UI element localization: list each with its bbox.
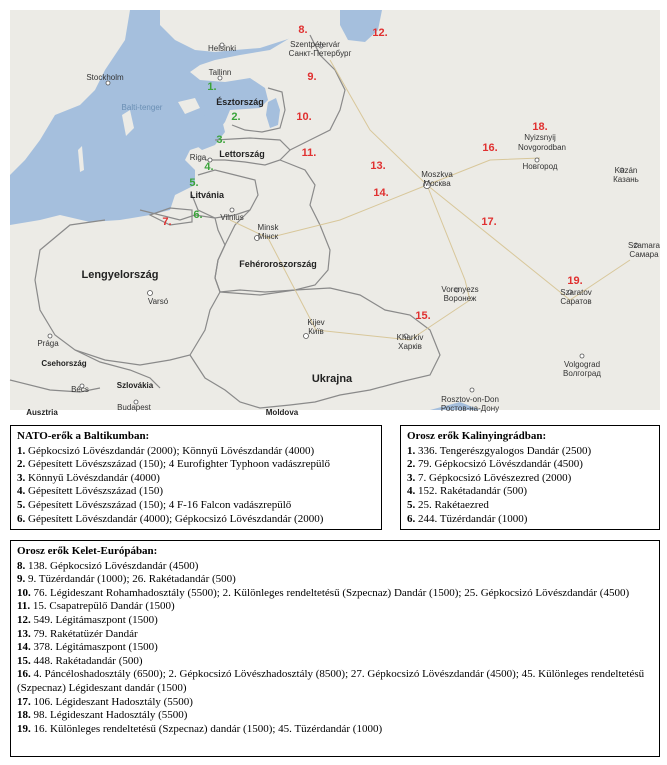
map-label-lettorszag: Lettország (219, 149, 265, 159)
kaliningrad-item-number: 4. (407, 485, 416, 498)
map-label-szamara2: Самара (629, 250, 659, 259)
nato-item (17, 445, 375, 459)
east-item-text: 4. Páncéloshadosztály (6500); 2. Gépkocsizó Lövészhadosztály (8500); 27. Gépkocsizó Lövészdandár (4500); 45. Különleges rendeltetésű (Szpecnaz) Légideszant dandár (1500) (17, 668, 645, 694)
nato-item (17, 499, 375, 513)
kaliningrad-item (407, 513, 653, 527)
east-item-number: 19. (17, 722, 31, 735)
map-marker-10: 10. (296, 111, 312, 123)
nato-item-text: Könnyű Lövészdandár (4000) (25, 471, 160, 484)
map-label-nyizsnyij: Nyizsnyij (524, 133, 556, 142)
nato-forces-title: NATO-erők a Baltikumban: (17, 430, 150, 442)
map-label-csehorszag: Csehország (41, 359, 87, 368)
map-label-riga: Riga (189, 153, 207, 162)
nato-item-text: Gépesített Lövészdandár (4000); Gépkocsizó Lövészdandár (2000) (25, 512, 324, 525)
kaliningrad-item-number: 3. (407, 471, 416, 484)
kaliningrad-item-number: 6. (407, 512, 416, 525)
kaliningrad-item (407, 445, 653, 459)
east-item-number: 15. (17, 654, 31, 667)
map-marker-17: 17. (481, 216, 497, 228)
map-label-vilnius: Vilnius (220, 213, 244, 222)
map-label-minsk2: Мінск (257, 232, 279, 241)
kaliningrad-item (407, 458, 653, 472)
east-item-number: 18. (17, 709, 31, 722)
kaliningrad-item-text: 7. Gépkocsizó Lövészezred (2000) (415, 471, 572, 484)
map-label-kharkiv2: Харків (398, 342, 422, 351)
east-item-text: 16. Különleges rendeltetésű (Szpecnaz) dandár (1500); 45. Tüzérdandár (1000) (30, 722, 383, 735)
map-marker-5: 5. (189, 177, 199, 189)
east-item-number: 10. (17, 586, 31, 599)
map-marker-1: 1. (207, 81, 217, 93)
kaliningrad-item-number: 1. (407, 444, 416, 457)
map-marker-15: 15. (415, 310, 431, 322)
kaliningrad-item (407, 499, 653, 513)
east-item (17, 560, 653, 574)
map-label-varso: Varsó (147, 297, 169, 306)
map-label-praga: Prága (37, 339, 59, 348)
east-item-number: 17. (17, 695, 31, 708)
nato-forces-panel (10, 425, 382, 530)
map-label-tallinn: Tallinn (208, 68, 232, 77)
east-item (17, 723, 653, 737)
map-marker-11: 11. (301, 147, 317, 159)
map-marker-8: 8. (298, 24, 308, 36)
map-marker-3: 3. (216, 134, 226, 146)
map-label-helsinki: Helsinki (207, 44, 237, 53)
nato-item-text: Gépesített Lövészszázad (150) (25, 485, 163, 498)
map-marker-13: 13. (370, 160, 386, 172)
map-marker-7: 7. (162, 216, 172, 228)
east-item-number: 16. (17, 668, 31, 681)
map-label-kazan: Kazán (614, 166, 638, 175)
map-label-szamara: Szamara (627, 241, 661, 250)
nato-item-text: Gépesített Lövészszázad (150); 4 Eurofighter Typhoon vadászrepülő (25, 458, 331, 471)
nato-forces-list (17, 445, 375, 527)
map-label-novgorod2: Новгород (522, 162, 558, 171)
east-item (17, 614, 653, 628)
kaliningrad-item-text: 25. Rakétaezred (415, 498, 489, 511)
east-item-number: 11. (17, 600, 31, 613)
east-item-number: 9. (17, 573, 26, 586)
kaliningrad-forces-panel (400, 425, 660, 530)
eastern-europe-forces-list (17, 560, 653, 737)
map-label-kharkiv: Kharkiv (396, 333, 424, 342)
map-label-esztorszag: Észtország (216, 97, 264, 107)
map-marker-19: 19. (567, 275, 583, 287)
nato-item-number: 4. (17, 485, 26, 498)
map-marker-12: 12. (372, 27, 388, 39)
map-label-kazan2: Казань (613, 175, 639, 184)
map-marker-18: 18. (532, 121, 548, 133)
east-item-text: 15. Csapatrepülő Dandár (1500) (30, 600, 175, 613)
east-item (17, 573, 653, 587)
east-item (17, 709, 653, 723)
east-item-number: 13. (17, 627, 31, 640)
map-label-voronyezs: Voronyezs (441, 285, 479, 294)
east-item (17, 655, 653, 669)
map-label-lengyel: Lengyelország (81, 269, 159, 281)
map-label-ukrajna: Ukrajna (311, 373, 353, 385)
map-label-litvania: Litvánia (189, 190, 225, 200)
nato-item (17, 513, 375, 527)
map-label-rostov2: Ростов-на-Дону (440, 404, 500, 413)
map-label-stockholm: Stockholm (86, 73, 124, 82)
eastern-europe-forces-panel (10, 540, 660, 757)
map-label-volgograd: Volgograd (563, 360, 601, 369)
nato-item-number: 5. (17, 498, 26, 511)
map-label-moszkva: Moszkva (421, 170, 453, 179)
map-label-balti: Balti-tenger (121, 103, 163, 112)
map-label-kijev: Kijev (307, 318, 325, 327)
map-label-szaratov2: Саратов (560, 297, 592, 306)
map-label-ausztria: Ausztria (26, 408, 58, 417)
map-label-rostov: Rosztov-on-Don (441, 395, 499, 404)
kaliningrad-item-text: 152. Rakétadandár (500) (415, 485, 528, 498)
east-item-text: 378. Légitámaszpont (1500) (30, 641, 158, 654)
east-item (17, 696, 653, 710)
map-label-moszkva2: Москва (423, 179, 451, 188)
east-item-text: 79. Rakétatüzér Dandár (30, 627, 138, 640)
east-item-number: 12. (17, 613, 31, 626)
nato-item-text: Gépesített Lövészszázad (150); 4 F-16 Falcon vadászrepülő (25, 498, 292, 511)
map-label-voronyezs2: Воронеж (443, 294, 477, 303)
map-label-becs: Bécs (71, 385, 89, 394)
kaliningrad-item-text: 336. Tengerészgyalogos Dandár (2500) (415, 444, 592, 457)
map-marker-16: 16. (482, 142, 498, 154)
east-item-text: 76. Légideszant Rohamhadosztály (5500); 2. Különleges rendeltetésű (Szpecnaz) Dandár (1500); 25. Gépkocsizó Lövészdandár (4500) (30, 586, 630, 599)
map-label-moldova: Moldova (265, 408, 299, 417)
map-marker-9: 9. (307, 71, 317, 83)
map-label-novgorodban: Novgorodban (517, 143, 567, 152)
kaliningrad-item (407, 472, 653, 486)
kaliningrad-item-text: 79. Gépkocsizó Lövészdandár (4500) (415, 458, 583, 471)
nato-item (17, 485, 375, 499)
map-marker-14: 14. (373, 187, 389, 199)
kaliningrad-item-text: 244. Tüzérdandár (1000) (415, 512, 528, 525)
east-item-text: 98. Légideszant Hadosztály (5500) (30, 709, 188, 722)
kaliningrad-item (407, 485, 653, 499)
east-item-number: 14. (17, 641, 31, 654)
map-label-budapest: Budapest (117, 403, 151, 412)
map-marker-4: 4. (204, 161, 214, 173)
nato-item-number: 6. (17, 512, 26, 525)
east-item-text: 9. Tüzérdandár (1000); 26. Rakétadandár (500) (25, 573, 236, 586)
map-label-szaratov: Szaratov (560, 288, 592, 297)
kaliningrad-forces-title: Orosz erők Kalinyingrádban: (407, 430, 547, 442)
nato-item-number: 1. (17, 444, 26, 457)
east-item-text: 549. Légitámaszpont (1500) (30, 613, 158, 626)
map-label-kijev2: Київ (308, 327, 324, 336)
east-item-text: 138. Gépkocsizó Lövészdandár (4500) (25, 559, 199, 572)
east-item (17, 641, 653, 655)
map-label-minsk: Minsk (257, 223, 279, 232)
map-label-volgograd2: Волгоград (563, 369, 601, 378)
east-item-text: 106. Légideszant Hadosztály (5500) (30, 695, 193, 708)
kaliningrad-forces-list (407, 445, 653, 527)
map-marker-6: 6. (193, 209, 203, 221)
map-label-szlovakia: Szlovákia (116, 381, 154, 390)
nato-item (17, 458, 375, 472)
nato-item-number: 3. (17, 471, 26, 484)
eastern-europe-forces-title: Orosz erők Kelet-Európában: (17, 545, 158, 557)
east-item-number: 8. (17, 559, 26, 572)
east-item (17, 668, 653, 695)
map (10, 10, 661, 417)
map-label-szentpetervar: Szentpétervár (290, 40, 340, 49)
nato-item-number: 2. (17, 458, 26, 471)
map-marker-2: 2. (231, 111, 241, 123)
nato-item (17, 472, 375, 486)
east-item-text: 448. Rakétadandár (500) (30, 654, 143, 667)
map-label-feherorosz: Fehéroroszország (239, 259, 317, 269)
kaliningrad-item-number: 5. (407, 498, 416, 511)
nato-item-text: Gépkocsizó Lövészdandár (2000); Könnyű Lövészdandár (4000) (25, 444, 315, 457)
kaliningrad-item-number: 2. (407, 458, 416, 471)
east-item (17, 587, 653, 601)
east-item (17, 628, 653, 642)
map-label-sankt: Санкт-Петербург (288, 49, 352, 58)
east-item (17, 600, 653, 614)
